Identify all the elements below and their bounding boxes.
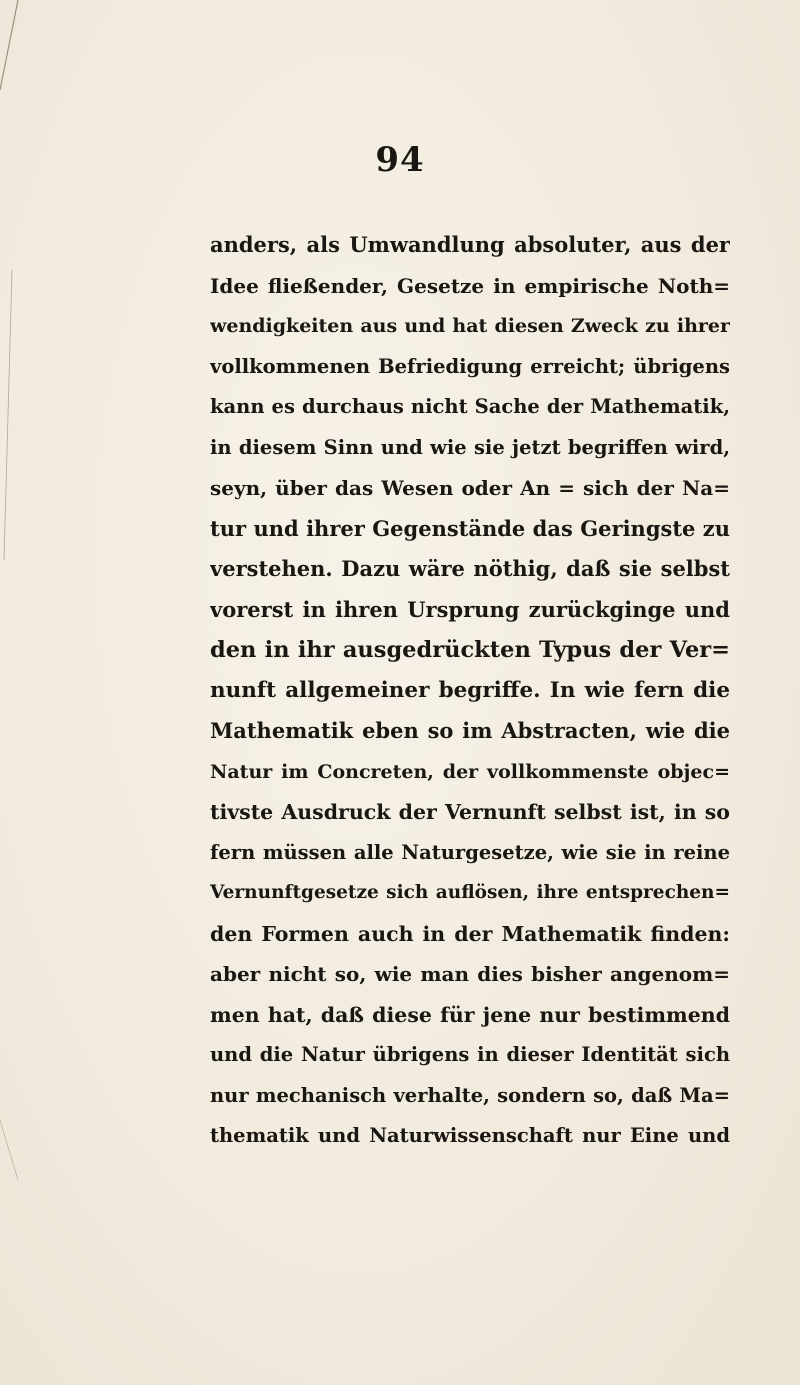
text-line: tivste Ausdruck der Vernunft selbst ist, in so — [210, 800, 730, 824]
text-line: Idee fließender, Gesetze in empirische Noth= — [210, 273, 730, 298]
text-line: kann es durchaus nicht Sache der Mathematik, — [210, 395, 730, 418]
text-line: anders, als Umwandlung absoluter, aus der — [210, 232, 730, 257]
text-line: und die Natur übrigens in dieser Identität sich — [210, 1043, 730, 1066]
page-number: 94 — [375, 140, 425, 180]
text-line: tur und ihrer Gegenstände das Geringste zu — [210, 515, 730, 541]
text-line: vorerst in ihren Ursprung zurückginge und — [210, 596, 730, 622]
text-line: fern müssen alle Naturgesetze, wie sie in reine — [210, 840, 730, 864]
text-line: Vernunftgesetze sich auflösen, ihre entsprechen= — [210, 882, 730, 903]
text-line: Mathematik eben so im Abstracten, wie die — [210, 718, 730, 743]
text-line: Natur im Concreten, der vollkommenste objec= — [210, 760, 730, 783]
text-line: verstehen. Dazu wäre nöthig, daß sie selbst — [210, 556, 730, 581]
body-text — [210, 225, 730, 1157]
text-line: aber nicht so, wie man dies bisher angenom= — [210, 962, 730, 986]
text-line: vollkommenen Befriedigung erreicht; übrigens — [210, 354, 730, 378]
text-line: nunft allgemeiner begriffe. In wie fern die — [210, 677, 730, 703]
text-line: wendigkeiten aus und hat diesen Zweck zu ihrer — [210, 315, 730, 337]
text-line: thematik und Naturwissenschaft nur Eine und — [210, 1124, 730, 1147]
text-line: seyn, über das Wesen oder An = sich der Na= — [210, 476, 730, 500]
text-line: den Formen auch in der Mathematik finden: — [210, 921, 730, 946]
text-line: in diesem Sinn und wie sie jetzt begriffen wird, — [210, 435, 730, 459]
text-line: men hat, daß diese für jene nur bestimmend — [210, 1002, 730, 1027]
text-line: nur mechanisch verhalte, sondern so, daß Ma= — [210, 1083, 730, 1107]
text-line: den in ihr ausgedrückten Typus der Ver= — [210, 637, 730, 663]
